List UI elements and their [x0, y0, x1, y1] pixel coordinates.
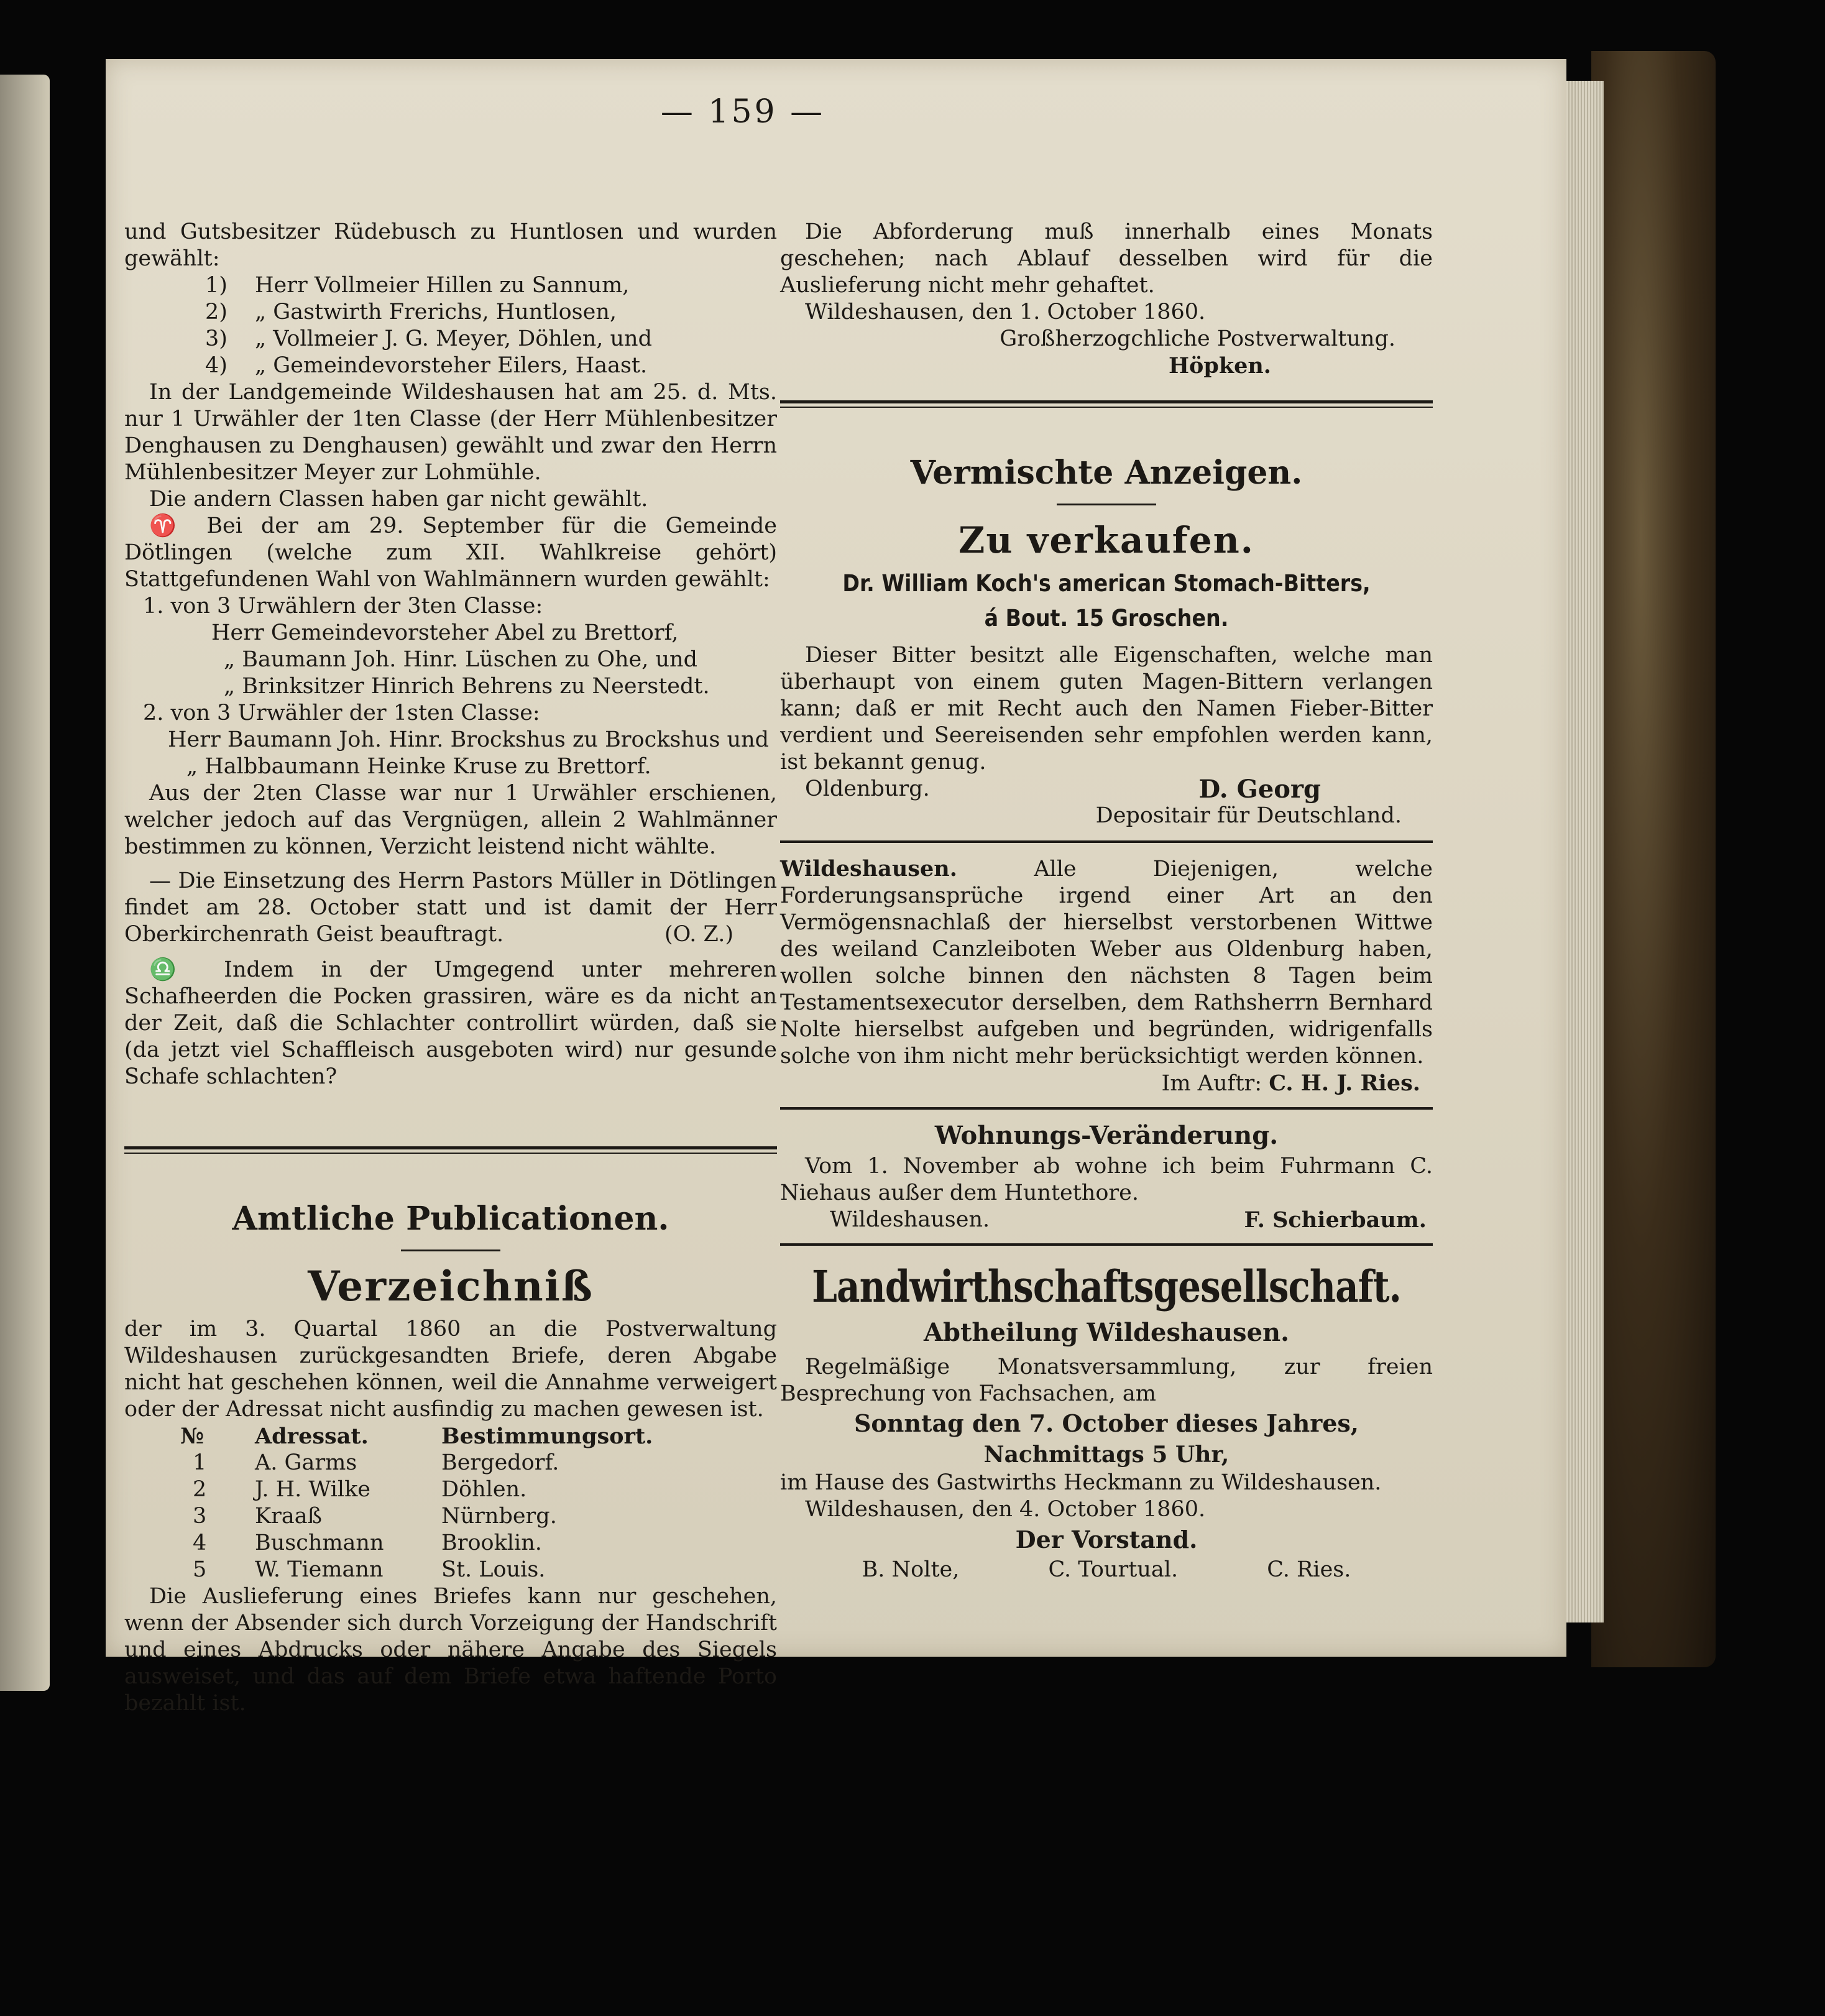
- section-divider: [780, 400, 1433, 408]
- ries-sig-lead: Im Auftr:: [1161, 1071, 1262, 1096]
- bitter-role: Depositair für Deutschland.: [1095, 803, 1402, 828]
- list-item: „ Baumann Joh. Hinr. Lüschen zu Ohe, und: [224, 647, 698, 672]
- list-item: 4) „ Gemeindevorsteher Eilers, Haast.: [205, 353, 648, 378]
- verkaufen-title: Zu verkaufen.: [958, 519, 1254, 561]
- bitter-signature-row: [780, 776, 1433, 803]
- landwirthschaft-time: Nachmittags 5 Uhr,: [983, 1442, 1230, 1468]
- table-cell: 5: [193, 1557, 207, 1582]
- abforderung-paragraph: Die Abforderung muß innerhalb eines Monats geschehen; nach Ablauf desselben wird für die Auslieferung nicht mehr gehaftet.: [780, 219, 1433, 298]
- intro-text: und Gutsbesitzer Rüdebusch zu Huntlosen und wurden gewählt:: [124, 219, 777, 271]
- ries-signature: C. H. J. Ries.: [1269, 1070, 1420, 1096]
- abforderung-signature: Höpken.: [1168, 353, 1271, 379]
- group2-heading: 2. von 3 Urwähler der 1sten Classe:: [143, 701, 540, 725]
- list-item: 2) „ Gastwirth Frerichs, Huntlosen,: [205, 300, 617, 324]
- table-header-adressat: Adressat.: [255, 1424, 369, 1449]
- landwirthschaft-dateline: Wildeshausen, den 4. October 1860.: [805, 1497, 1206, 1522]
- table-header-ort: Bestimmungsort.: [441, 1424, 653, 1449]
- wohnung-title: Wohnungs-Veränderung.: [934, 1121, 1279, 1150]
- bitter-signature: D. Georg: [1198, 775, 1321, 804]
- ries-paragraph: [780, 855, 1433, 1070]
- koch-bitters-line: Dr. William Koch's american Stomach-Bitters,: [842, 570, 1371, 597]
- table-cell: Brooklin.: [441, 1530, 542, 1555]
- signer: C. Tourtual.: [1048, 1557, 1179, 1582]
- table-cell: 1: [193, 1450, 207, 1475]
- letters-table: [180, 1423, 777, 1583]
- landwirthschaft-date: Sonntag den 7. October dieses Jahres,: [853, 1409, 1359, 1437]
- andern-paragraph: Die andern Classen haben gar nicht gewählt.: [149, 487, 648, 512]
- table-cell: Döhlen.: [441, 1477, 527, 1502]
- schafe-paragraph: ♎ Indem in der Umgegend unter mehreren Schafheerden die Pocken grassiren, wäre es da nicht an der Zeit, daß die Schlachter controllirt würden, daß sie (da jetzt viel Schaffleisch ausgeboten wird) nur gesunde Schafe schlachten?: [124, 957, 777, 1089]
- table-cell: 2: [193, 1477, 207, 1502]
- book-cover: [1591, 51, 1716, 1667]
- ries-text: Alle Diejenigen, welche Forderungsansprüche irgend einer Art an den Vermögensnachlaß der hierselbst verstorbenen Wittwe des weiland Canzleiboten Weber aus Oldenburg haben, wollen solche binnen den nächsten 8 Tagen beim Testamentsexecutor derselben, dem Rathsherrn Bernhard Nolte hierselbst aufgeben und begründen, widrigenfalls solche von ihm nicht mehr berücksichtigt werden können.: [780, 857, 1433, 1069]
- adjacent-left-page: [0, 75, 50, 1691]
- table-cell: A. Garms: [255, 1450, 357, 1475]
- wohnung-paragraph: Vom 1. November ab wohne ich beim Fuhrmann C. Niehaus außer dem Huntethore.: [780, 1154, 1433, 1205]
- verzeichniss-title: Verzeichniß: [308, 1262, 594, 1310]
- auslieferung-paragraph: Die Auslieferung eines Briefes kann nur geschehen, wenn der Absender sich durch Vorzeigung der Handschrift und eines Abdrucks oder nähere Angabe des Siegels ausweiset, und das auf dem Briefe etwa haftende Porto bezahlt ist.: [124, 1584, 777, 1716]
- short-rule: [1057, 504, 1156, 505]
- list-item: Herr Gemeindevorsteher Abel zu Brettorf,: [211, 620, 679, 645]
- list-item: „ Halbbaumann Heinke Kruse zu Brettorf.: [186, 754, 651, 779]
- list-item: „ Brinksitzer Hinrich Behrens zu Neerstedt.: [224, 674, 710, 699]
- bitter-paragraph: Dieser Bitter besitzt alle Eigenschaften, welche man überhaupt von einem guten Magen-Bittern verlangen kann; daß er mit Recht auch den Namen Fieber-Bitter verdient und Seereisenden sehr empfohlen werden kann, ist bekannt genug.: [780, 643, 1433, 775]
- abforderung-authority: Großherzogchliche Postverwaltung.: [1000, 326, 1395, 351]
- table-cell: W. Tiemann: [255, 1557, 384, 1582]
- landwirthschaft-text: Regelmäßige Monatsversammlung, zur freien Besprechung von Fachsachen, am: [780, 1355, 1433, 1406]
- einsetzung-paragraph: — Die Einsetzung des Herrn Pastors Müller in Dötlingen findet am 28. October statt und ist damit der Herr Oberkirchenrath Geist beauftragt.: [124, 868, 777, 947]
- landwirthschaft-place: im Hause des Gastwirths Heckmann zu Wildeshausen.: [780, 1470, 1382, 1495]
- table-cell: J. H. Wilke: [255, 1477, 371, 1502]
- right-column: [780, 219, 1433, 1583]
- table-cell: St. Louis.: [441, 1557, 546, 1582]
- list-item: Herr Baumann Joh. Hinr. Brockshus zu Brockshus und: [168, 727, 770, 752]
- table-cell: 3: [193, 1504, 207, 1529]
- landwirthschaft-title: Landwirthschaftsgesellschaft.: [812, 1261, 1401, 1312]
- aus-paragraph: Aus der 2ten Classe war nur 1 Urwähler erschienen, welcher jedoch auf das Vergnügen, allein 2 Wahlmänner bestimmen zu können, Verzicht leistend nicht wählte.: [124, 781, 777, 859]
- doetlingen-paragraph: ♈ Bei der am 29. September für die Gemeinde Dötlingen (welche zum XII. Wahlkreise gehört) Stattgefundenen Wahl von Wahlmännern wurden gewählt:: [124, 513, 777, 592]
- section-title: Vermischte Anzeigen.: [910, 454, 1303, 492]
- bitter-place: Oldenburg.: [805, 776, 930, 801]
- wohnung-signature: F. Schierbaum.: [1244, 1207, 1427, 1233]
- divider: [780, 1107, 1433, 1110]
- signer: C. Ries.: [1267, 1557, 1351, 1582]
- einsetzung-source: (O. Z.): [664, 922, 733, 947]
- group1-heading: 1. von 3 Urwählern der 3ten Classe:: [143, 594, 543, 619]
- landwirthschaft-board: Der Vorstand.: [1015, 1526, 1198, 1553]
- ries-signature-line: [780, 1070, 1433, 1097]
- landwirthschaft-signers: [780, 1557, 1433, 1583]
- table-header-number: №: [180, 1424, 205, 1449]
- wohnung-signature-row: [780, 1207, 1433, 1233]
- landwirthschaft-subtitle: Abtheilung Wildeshausen.: [923, 1318, 1290, 1347]
- section-divider: [124, 1146, 777, 1154]
- wohnung-place: Wildeshausen.: [830, 1207, 990, 1232]
- table-cell: Kraaß: [255, 1504, 322, 1529]
- landgemeinde-paragraph: In der Landgemeinde Wildeshausen hat am 25. d. Mts. nur 1 Urwähler der 1ten Classe (der Herr Mühlenbesitzer Denghausen zu Denghausen) gewählt und zwar den Herrn Mühlenbesitzer Meyer zur Lohmühle.: [124, 380, 777, 485]
- verzeichniss-text: der im 3. Quartal 1860 an die Postverwaltung Wildeshausen zurückgesandten Briefe, deren Abgabe nicht hat geschehen können, weil die Annahme verweigert oder der Adressat nicht ausfindig zu machen gewesen ist.: [124, 1317, 777, 1422]
- table-cell: Buschmann: [255, 1530, 384, 1555]
- abforderung-dateline: Wildeshausen, den 1. October 1860.: [805, 300, 1206, 324]
- elected-list: [205, 272, 777, 379]
- section-title: Amtliche Publicationen.: [232, 1200, 669, 1238]
- list-item: 3) „ Vollmeier J. G. Meyer, Döhlen, und: [205, 326, 653, 351]
- list-item: 1) Herr Vollmeier Hillen zu Sannum,: [205, 273, 630, 298]
- short-rule: [401, 1250, 500, 1251]
- divider: [780, 840, 1433, 843]
- divider: [780, 1243, 1433, 1246]
- signer: B. Nolte,: [862, 1557, 960, 1582]
- ries-lead: Wildeshausen.: [780, 856, 957, 881]
- table-cell: Bergedorf.: [441, 1450, 559, 1475]
- page-number: — 159 —: [660, 93, 825, 131]
- koch-price-line: á Bout. 15 Groschen.: [984, 605, 1229, 632]
- table-cell: 4: [193, 1530, 207, 1555]
- left-column: [124, 219, 777, 1717]
- table-cell: Nürnberg.: [441, 1504, 557, 1529]
